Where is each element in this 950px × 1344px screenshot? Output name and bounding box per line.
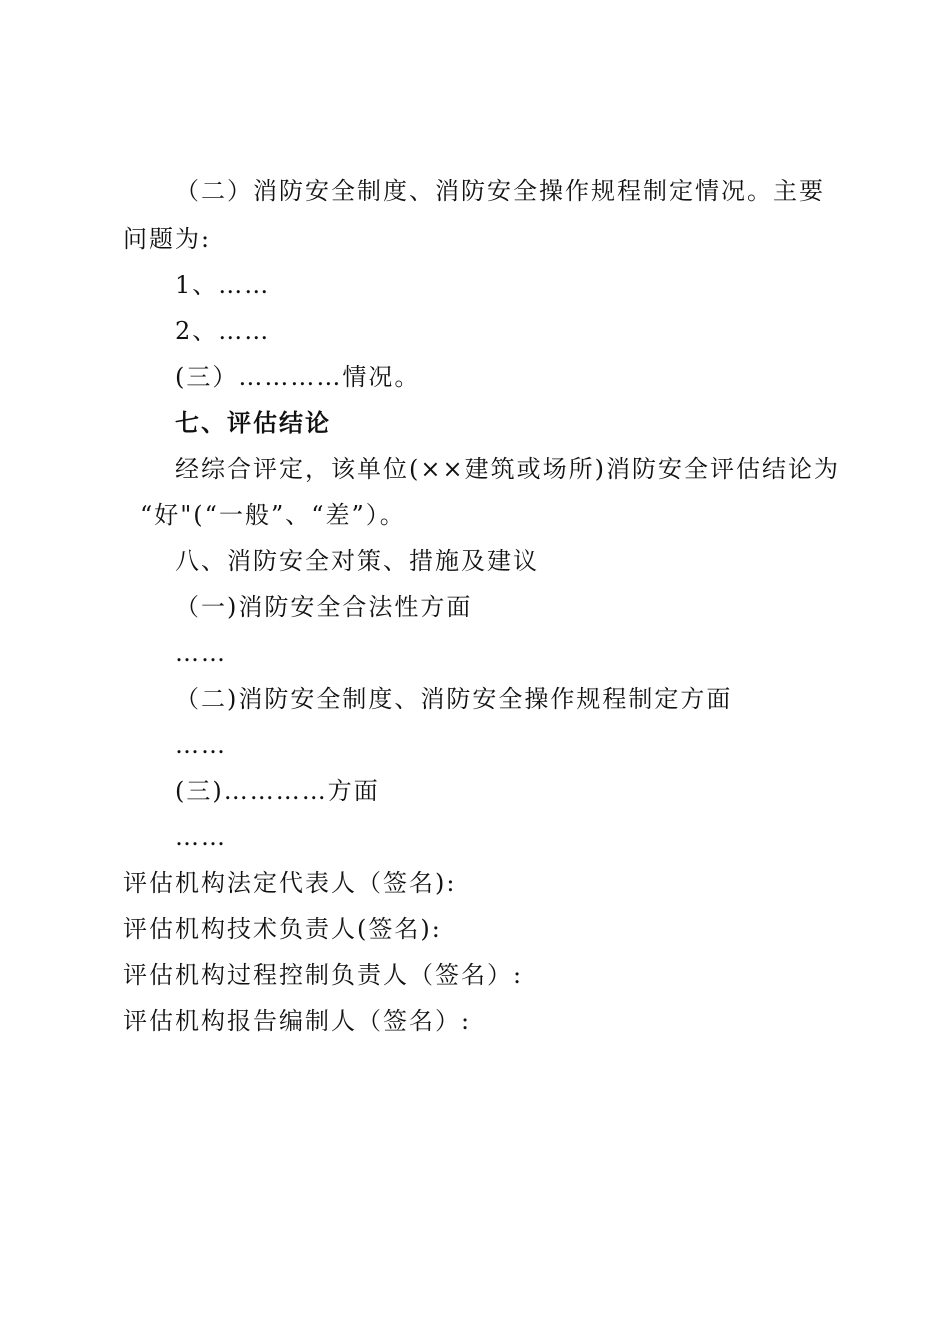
section-2-heading-continued: 问题为: — [123, 225, 212, 253]
conclusion-paragraph-continued: “好"(“一般”、“差”）。 — [140, 501, 406, 529]
conclusion-paragraph: 经综合评定，该单位(××建筑或场所)消防安全评估结论为 — [175, 455, 840, 483]
signature-technical-lead: 评估机构技术负责人(签名): — [123, 915, 442, 943]
measure-2-title: （二)消防安全制度、消防安全操作规程制定方面 — [175, 685, 733, 713]
signature-process-control-lead: 评估机构过程控制负责人（签名）: — [123, 961, 524, 989]
measure-1-title: （一)消防安全合法性方面 — [175, 593, 473, 621]
signature-legal-representative: 评估机构法定代表人（签名): — [123, 869, 457, 897]
measure-2-body: …… — [175, 731, 227, 759]
measure-3-title: (三)…………方面 — [175, 777, 380, 805]
measure-1-body: …… — [175, 639, 227, 667]
section-3-heading: (三）…………情况。 — [175, 363, 421, 391]
heading-countermeasures: 八、消防安全对策、措施及建议 — [175, 547, 539, 575]
section-2-heading: （二）消防安全制度、消防安全操作规程制定情况。主要 — [175, 177, 825, 205]
measure-3-body: …… — [175, 823, 227, 851]
signature-report-author: 评估机构报告编制人（签名）: — [123, 1007, 472, 1035]
heading-evaluation-conclusion: 七、评估结论 — [175, 408, 331, 437]
list-item-2: 2、…… — [175, 317, 271, 345]
list-item-1: 1、…… — [175, 271, 271, 299]
